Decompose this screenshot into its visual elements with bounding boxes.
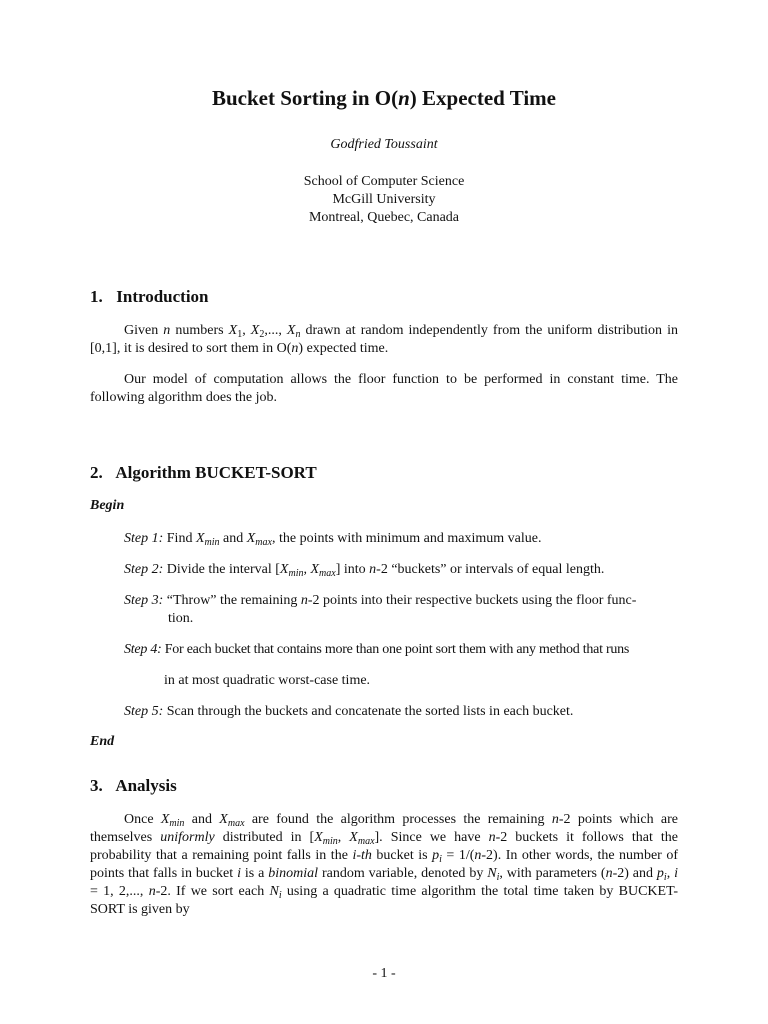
- paper-title: Bucket Sorting in O(n) Expected Time: [211, 86, 556, 110]
- page-number: - 1 -: [372, 966, 396, 981]
- section-heading-introduction: 1. Introduction: [90, 287, 209, 306]
- title-n: n: [398, 86, 410, 110]
- step-3: Step 3: “Throw” the remaining n-2 points into their respective buckets using the floor func-: [124, 593, 637, 608]
- affiliation-line: Montreal, Quebec, Canada: [308, 210, 460, 225]
- step-4-continuation: in at most quadratic worst-case time.: [164, 673, 371, 688]
- affiliation-line: McGill University: [332, 192, 436, 207]
- end-keyword: End: [90, 734, 115, 749]
- step-4: Step 4: For each bucket that contains more than one point sort them with any method that runs: [124, 642, 630, 657]
- affiliation-line: School of Computer Science: [303, 174, 465, 189]
- step-2: Step 2: Divide the interval [$X_{min}$, $X_{max}$] into n-2 “buckets” or intervals of equal length.: [124, 562, 605, 579]
- step-3-continuation: tion.: [168, 611, 194, 626]
- analysis-paragraph: Once $X_{min}$ and $X_{max}$ are found the algorithm processes the remaining n-2 points which are themselves uniformly distributed in [$X_{min}$, $X_{max}$]. Since we have n-2 buckets it follows that the probability that a remaining point falls in the i-th bucket is $p_i = 1/(n-2)$. In other words, the number of points that falls in bucket i is a binomial random variable, denoted by $N_i$, with parameters (n-2) and $p_i$, i = 1, 2,..., n-2. If we sort each $N_i$ using a quadratic time algorithm the total time taken by BUCKET-SORT is given by: [90, 812, 679, 917]
- author: Godfried Toussaint: [330, 137, 438, 152]
- section-heading-analysis: 3. Analysis: [90, 776, 177, 795]
- section-heading-algorithm: 2. Algorithm BUCKET-SORT: [90, 463, 317, 482]
- step-5: Step 5: Scan through the buckets and concatenate the sorted lists in each bucket.: [124, 704, 574, 719]
- begin-keyword: Begin: [90, 498, 125, 513]
- affiliation: [0, 173, 768, 227]
- intro-paragraph-1: Given n numbers $X_1$, $X_2$,..., $X_n$ drawn at random independently from the uniform distribution in [0,1], it is desired to sort them in O(n) expected time.: [90, 323, 679, 356]
- step-1: Step 1: Find $X_{min}$ and $X_{max}$, the points with minimum and maximum value.: [124, 531, 542, 548]
- intro-paragraph-2: Our model of computation allows the floor function to be performed in constant time. The following algorithm does the job.: [90, 372, 678, 405]
